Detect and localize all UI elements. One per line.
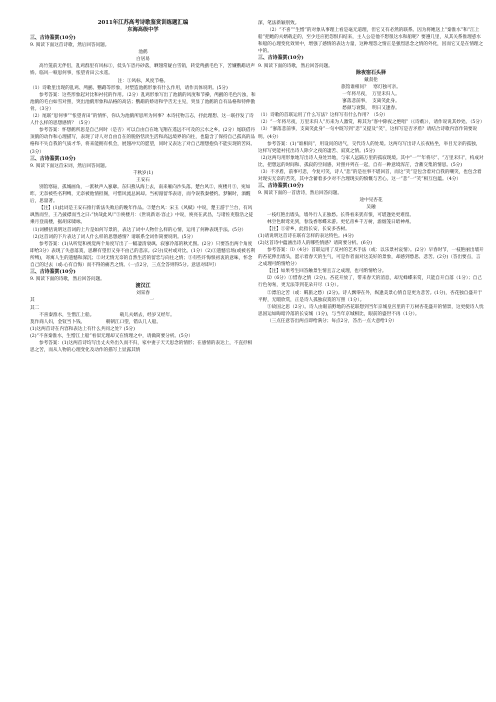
centered-line: 刘采春 — [136, 291, 150, 297]
indented-paragraph: （三点任意答出两点即给满分；每点2分，答出一点大意给1分） — [267, 318, 397, 324]
left-column-body — [30, 35, 256, 354]
paragraph: 其二 — [30, 305, 40, 311]
paragraph: 9. 阅读下面的诗歌，然后回答问题。 — [258, 63, 333, 69]
paragraph: （2）尾联“思何事”“怅望青田”的情怀，你认为池鹤所思所为何事？本诗托物言志，抒此理想、这一联抒发了诗人什么样的思想感情？（5分） — [30, 114, 254, 127]
paragraph: （2)这两句用形象地写出诗人身处异地，与家人远隔万里的孤寂现境。其中“一”“年将尽”、“万里未归”，构成对比，把想远的时间和、孤寂的空间感，对照并列在一起，自有一种意境浑茫，含蓄交集的情思。(5分) — [258, 155, 484, 168]
poem-title: 除夜宿石头驿 — [355, 69, 386, 76]
indented-paragraph: 参考答案：怀想鹤所思是自己何时（是否）可以自由自在地飞翔在遥远不可及的云水之乡。(2分）尾联借丹顶鹤的动作和心理描写，表现了诗人对自由自在的脱俗恬淡生活和高远境界的向往，也隐含了保持自己孤高的品格和不失自我的气质才华，将来能拥有机会，展翅冲天的愿望，同时又表达了对自己理想抱负不能实现的苦闷。(3分） — [30, 128, 256, 155]
indented-paragraph: ⑵（6分）①惜春之情（2分)。杏花开放了，带来春天的消息，却无蜂蝶来赏，只能自开自落（1分）；自己行色匆匆，更无法等到花朵开尽（1分）。 — [258, 276, 482, 289]
centered-line: 白居易 — [136, 57, 150, 63]
poem-line: 不喜秦淮水，生憎江上船。 载儿夫婿去，经岁又经年。 — [30, 312, 175, 318]
indented-paragraph: 林空色暝莺先到，春浅香寒蝶未游。更忆帝乡千万树，澹烟笼日暗神州。 — [267, 219, 415, 225]
indented-paragraph: 参考答案：(1)这两首诗均写出丈夫外出久而不归，家中妻子天天思念的情形；在感情的表达上，不直抒相思之苦，而从人物的心理变化及动作的描写上显露其情 — [30, 341, 253, 354]
section-heading: 三、古诗鉴赏(10分) — [258, 183, 304, 190]
indented-paragraph: 【注】(1)此词是王安石推行新法失败后的晚年作品。②楚台风：宋玉《风赋》中说，楚王游于兰台，有风飒然而至，王乃披襟而当之曰:“快哉此风!”③庾楼月：《世说新语·容止》中说，庾亮在武昌，与诸佐吏殷浩之徒乘月登南楼，据胡床啸咏。 — [30, 206, 254, 226]
paragraph: （1)词横括说明这首词的上片是如何写景的，表达了词中人物什么样的心情，运用了何种表现手法。(5分） — [30, 227, 247, 233]
paragraph: （2）“一年将尽夜，万里未归人”历来为人激赏，称其为“客中除夜之绝唱”（《诗薮》），请作说说其妙处。（5分） — [258, 120, 485, 126]
centered-line: 愁颜与衰鬓， 明日又逢春。 — [342, 106, 400, 112]
indented-paragraph: ②漂泊之苦（或：羁旅之愁）(2分)。诗人飘零在外，纵逢美景心情自是更为悲苦。(1分)，杏花独自盛开于平野，无暇欣赏，正是诗人孤独寂寞的写照（1分）。 — [258, 290, 483, 303]
indented-paragraph: 【注】①帝乡，此指长安，长安多杏树。 — [267, 226, 350, 232]
poem-line: 其 一 — [30, 298, 155, 304]
paragraph: 9. 阅读下面的诗歌，然后回答问题。 — [30, 277, 105, 283]
paragraph: （3）不矛盾，前事可悲，今复可笑，诗人“悲”的是往事不堪回首，而这“笑”是包含着对自我的嘲笑，也包含着对现实无奈的苦笑，其中含蓄着多少对不合理现实的愤慨与苦心。这一“悲”一“笑”相互包蕴。（4分） — [258, 169, 482, 183]
centered-line: 池鹤 — [138, 50, 148, 56]
poem-line: 莫作商人妇，金钗当卜钱。 朝朝江口望，错认几人船。 — [30, 319, 161, 325]
paragraph: (2)“不喜秦淮水，生憎江上船”看似无理却又在情理之中，请做简要分析。(5分） — [30, 333, 193, 339]
paragraph: (2)这首诗中蕴涵出诗人的哪些情感？请简要分析。(6分) — [258, 240, 373, 246]
right-column — [258, 20, 484, 325]
centered-line: 吴融 — [366, 205, 376, 211]
centered-line: 千秋岁(1) — [132, 170, 154, 176]
section-heading: 三、古诗鉴赏(10分) — [30, 269, 76, 276]
paragraph: (1)这两首诗在内容和表达上有什么共同之处？(5分) — [30, 326, 135, 332]
centered-line: 注：①风标，风度节格。 — [117, 78, 169, 84]
paragraph: （1）诗歌的首联运用了什么写法？这样写有什么作用？（5分） — [258, 113, 388, 119]
indented-paragraph: 参考答案：(1)从听觉和视觉两个角度写出了一幅凄清衰飒、寂寥冷落的秋光图。(2分）只要答出两个角度即给3分）表现了失意落寞，思聊有望但又身不由己的悲凉。(2分)反衬或对比。(1分）（2)①遗憾官场(或被名利所缚)，寄寓人生的遗憾和深沉；②对无情无奈的自然生活的留恋与向往之情；③有些许悔恨初衷的意味，怀念自己的过去（或:心有自悔）而不得的痛苦之情。（一点2分，三点全答则得5分。意思对即可） — [30, 241, 256, 268]
paragraph: 深，笔法新颖别致。 — [258, 21, 300, 26]
indented-paragraph: 参考答案：(1)“谁相问”，用设问的语气，交代诗人的处境。这两句写出诗人长夜枯坐，举目无亲的孤独，这样写更能衬托出诗人除夕之夜的凄苦、寂寞之情。(5分) — [258, 141, 481, 154]
centered-line: 旅馆谁相问？ 寒灯独可亲。 — [341, 84, 401, 90]
section-heading: 三、古诗鉴赏(10分) — [30, 35, 76, 41]
right-column-body — [258, 20, 484, 325]
paragraph: （3）“寥落悲前事，支离笑此身”一句中既写到“悲”又提及“笑”，这样写是否矛盾？请结合诗歌内容作简要说明。(4分） — [258, 127, 478, 140]
paragraph: （1）诗歌里出现的乱鸡、鸬鹚、鹦鹉等形象，对塑造池鹤形象有什么作用，请作具体说明。(5分) — [30, 85, 228, 91]
section-heading: 三、古诗鉴赏(10分) — [30, 155, 76, 162]
poem-title: 渡汉江 — [135, 283, 151, 290]
indented-paragraph: 别馆寒砧，孤城画角，一派秋声入寥廓。东归燕从海上去，南来雁向沙头落。楚台风②，庾楼月③，宛如昨。无奈被些名利缚，无奈被他情担阁，可惜风流总闲却。当初谩留华表语，而今误我秦楼约。梦阑时，酒醒后，思量著。 — [30, 184, 251, 205]
paragraph: （2)这首词的下片表达了词人什么样的思想感情？请联系全词作简要说明。(5分） — [30, 234, 196, 240]
document-subtitle: 东海高级中学 — [127, 27, 159, 33]
section-heading: 三、古诗鉴赏(10分) — [258, 55, 304, 62]
centered-line: 一年将尽夜， 万里未归人。 — [342, 91, 400, 97]
indented-paragraph: 高竹笼前无伴侣，乱鸡群里有风标①，低头乍恐丹砂落，晒翅常疑白雪销，转觉鸬鹚毛色下，苦嫌鹦鹉语声娇。临风一唳思何事，怅望青田云水遥。 — [30, 64, 255, 77]
centered-line: 戴叔伦 — [364, 77, 378, 83]
left-column — [30, 20, 256, 354]
paragraph: 9. 阅读下面的一首唐诗，然后回答问题。 — [258, 191, 342, 197]
centered-line: 途中见杏花 — [359, 198, 383, 204]
indented-paragraph: 参考答案：⑴（4分）首联运用了反衬的艺术手法（或：以乐景衬哀情）。(2分）早春时节，一枝艳丽出墙开的杏花伸出墙头，愿示着春天的生气，可是作者面对这美好的景象，却感到愁思、悲苦。(2分)（答出要点，言之成理可酌情给分） — [258, 248, 484, 268]
indented-paragraph: （2）“不喜”“生憎”的对象从事理上看是毫无道理，但它又有必然的联系。因为将她送上“秦淮水”和“江上船”把她的夫婿载走的，至少还应把怨恨归结来，主人公是他不想很这水和船呢？要遵几里，从其关系推理惑水和船的心理变化效果中，增强了感情的表达力量，这种埋怨之情正是强烈思念之情的外化，因而它又是在情理之中的。 — [258, 28, 484, 55]
paragraph: 9. 阅读下面这首宋词，然后回答问题。 — [30, 163, 110, 169]
indented-paragraph: 【注】如果考生回答触景生情且言之成理，也可酌情给分。 — [267, 269, 387, 275]
centered-line: 王安石 — [136, 177, 150, 183]
centered-line: 寥落悲前事， 支离笑此身。 — [342, 99, 400, 105]
paragraph: 9. 阅读下面这首诗歌，然后回答问题。 — [30, 43, 110, 49]
paragraph: (1)请说明这首诗在联有怎样的表达特色。(4分) — [258, 233, 354, 239]
indented-paragraph: 参考答案：这些形象起对比和衬托的作用。（2分）乱鸡形象写出了池鹤的风度和节操，鸬鹚的毛色污浊，和池鹤的毛白如雪对照，突出池鹤形象和品格的高洁；鹦鹉的娇语和学舌无主见，突显了池鹤的自有品格和特伸傲骨。（3分） — [30, 92, 256, 112]
indented-paragraph: 一枝红艳出墙头，墙外行人正独愁。长得看来犹有恨，可堪逢处更难留。 — [267, 212, 415, 218]
document-title: 2011年江苏高考诗歌鉴赏训练题汇编 — [97, 20, 189, 26]
indented-paragraph: ③故国之思（2分）。诗人由眼前野地的杏花联想到当年京城皇宫里的千万树杏花盛开的情景，这更使诗人忧思国运如晦暗冷落的长安城（1分)，与当年京城相比，眼前的盛世不再（1分）。 — [258, 304, 484, 317]
